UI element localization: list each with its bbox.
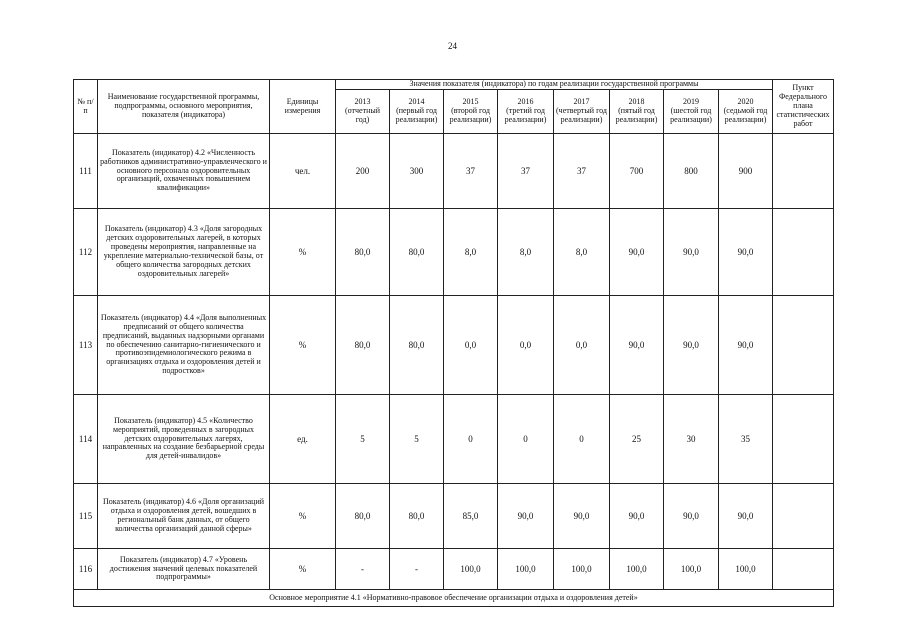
plan-cell xyxy=(773,296,834,395)
value-cell: 80,0 xyxy=(390,484,444,549)
value-cell: 5 xyxy=(390,395,444,484)
value-cell: 80,0 xyxy=(336,296,390,395)
indicator-table xyxy=(73,79,834,607)
value-cell: 80,0 xyxy=(390,209,444,296)
value-cell: 90,0 xyxy=(610,296,664,395)
plan-cell xyxy=(773,209,834,296)
table-row xyxy=(74,395,834,484)
value-cell: 90,0 xyxy=(610,484,664,549)
unit-cell: ед. xyxy=(270,395,336,484)
value-cell: - xyxy=(390,549,444,590)
row-number: 114 xyxy=(74,395,98,484)
header-year-value: 2015 xyxy=(462,97,479,107)
table-row xyxy=(74,549,834,590)
value-cell: 0 xyxy=(498,395,554,484)
value-cell: 90,0 xyxy=(719,296,773,395)
value-cell: 90,0 xyxy=(664,209,719,296)
value-cell: - xyxy=(336,549,390,590)
value-cell: 100,0 xyxy=(554,549,610,590)
table-row xyxy=(74,209,834,296)
value-cell: 37 xyxy=(444,134,498,209)
value-cell: 0,0 xyxy=(498,296,554,395)
header-number: № п/п xyxy=(74,80,98,134)
header-year-value: 2018 xyxy=(628,97,645,107)
header-year-note: (пятый год реализации) xyxy=(615,106,658,124)
header-year-2013 xyxy=(336,90,390,134)
value-cell: 37 xyxy=(498,134,554,209)
value-cell: 80,0 xyxy=(336,209,390,296)
table-row xyxy=(74,134,834,209)
value-cell: 200 xyxy=(336,134,390,209)
plan-cell xyxy=(773,549,834,590)
header-year-2019 xyxy=(664,90,719,134)
header-year-2017 xyxy=(554,90,610,134)
value-cell: 0 xyxy=(554,395,610,484)
value-cell: 700 xyxy=(610,134,664,209)
header-year-2018 xyxy=(610,90,664,134)
value-cell: 8,0 xyxy=(554,209,610,296)
plan-cell xyxy=(773,484,834,549)
row-number: 115 xyxy=(74,484,98,549)
row-number: 111 xyxy=(74,134,98,209)
value-cell: 37 xyxy=(554,134,610,209)
header-year-group: Значения показателя (индикатора) по годам реализации государственной программы xyxy=(336,80,773,90)
row-number: 116 xyxy=(74,549,98,590)
table-body xyxy=(74,134,834,607)
unit-cell: % xyxy=(270,209,336,296)
header-year-2016 xyxy=(498,90,554,134)
header-plan: Пункт Федерального плана статистических работ xyxy=(773,80,834,134)
indicator-name: Показатель (индикатор) 4.5 «Количество мероприятий, проведенных в загородных детских оздоровительных лагерях, направленных на создание безбарьерной среды для детей-инвалидов» xyxy=(98,395,270,484)
value-cell: 100,0 xyxy=(498,549,554,590)
value-cell: 8,0 xyxy=(498,209,554,296)
value-cell: 100,0 xyxy=(664,549,719,590)
header-year-note: (шестой год реализации) xyxy=(670,106,712,124)
value-cell: 0 xyxy=(444,395,498,484)
value-cell: 25 xyxy=(610,395,664,484)
header-year-note: (первый год реализации) xyxy=(395,106,438,124)
value-cell: 90,0 xyxy=(554,484,610,549)
header-year-2020 xyxy=(719,90,773,134)
header-unit: Единицы измерения xyxy=(270,80,336,134)
value-cell: 90,0 xyxy=(498,484,554,549)
value-cell: 0,0 xyxy=(444,296,498,395)
value-cell: 100,0 xyxy=(444,549,498,590)
header-year-note: (второй год реализации) xyxy=(449,106,492,124)
unit-cell: % xyxy=(270,549,336,590)
value-cell: 0,0 xyxy=(554,296,610,395)
indicator-name: Показатель (индикатор) 4.7 «Уровень достижения значений целевых показателей подпрограммы» xyxy=(98,549,270,590)
value-cell: 100,0 xyxy=(719,549,773,590)
value-cell: 800 xyxy=(664,134,719,209)
value-cell: 90,0 xyxy=(610,209,664,296)
header-year-value: 2017 xyxy=(573,97,590,107)
value-cell: 30 xyxy=(664,395,719,484)
unit-cell: % xyxy=(270,296,336,395)
indicator-name: Показатель (индикатор) 4.4 «Доля выполненных предписаний от общего количества предписаний, выданных надзорными органами по обеспечению санитарно-гигиенического и противоэпидемиологического режима в организациях отдыха и оздоровления детей и подростков» xyxy=(98,296,270,395)
header-year-value: 2013 xyxy=(354,97,371,107)
header-year-value: 2014 xyxy=(408,97,425,107)
indicator-name: Показатель (индикатор) 4.2 «Численность работников административно-управленческого и основного персонала оздоровительных организаций, охваченных повышением квалификации» xyxy=(98,134,270,209)
header-year-note: (седьмой год реализации) xyxy=(723,106,768,124)
header-year-note: (отчетный год) xyxy=(344,106,381,124)
value-cell: 5 xyxy=(336,395,390,484)
unit-cell: % xyxy=(270,484,336,549)
header-year-value: 2020 xyxy=(737,97,754,107)
header-year-value: 2016 xyxy=(517,97,534,107)
row-number: 113 xyxy=(74,296,98,395)
indicator-name: Показатель (индикатор) 4.3 «Доля загородных детских оздоровительных лагерей, в которых проведены мероприятия, направленные на укрепление материально-технической базы, от общего количества загородных детских оздоровительных лагерей» xyxy=(98,209,270,296)
indicator-name: Показатель (индикатор) 4.6 «Доля организаций отдыха и оздоровления детей, вошедших в региональный банк данных, от общего количества организаций данной сферы» xyxy=(98,484,270,549)
value-cell: 8,0 xyxy=(444,209,498,296)
header-year-2014 xyxy=(390,90,444,134)
table-header xyxy=(74,80,834,134)
page-number: 24 xyxy=(448,41,457,51)
plan-cell xyxy=(773,134,834,209)
header-name: Наименование государственной программы, подпрограммы, основного мероприятия, показателя (индикатора) xyxy=(98,80,270,134)
value-cell: 90,0 xyxy=(719,209,773,296)
header-year-value: 2019 xyxy=(683,97,699,107)
row-number: 112 xyxy=(74,209,98,296)
header-year-2015 xyxy=(444,90,498,134)
value-cell: 85,0 xyxy=(444,484,498,549)
header-year-note: (третий год реализации) xyxy=(504,106,547,124)
value-cell: 100,0 xyxy=(610,549,664,590)
value-cell: 80,0 xyxy=(336,484,390,549)
value-cell: 300 xyxy=(390,134,444,209)
table-row xyxy=(74,484,834,549)
plan-cell xyxy=(773,395,834,484)
value-cell: 90,0 xyxy=(664,296,719,395)
unit-cell: чел. xyxy=(270,134,336,209)
value-cell: 90,0 xyxy=(719,484,773,549)
section-title: Основное мероприятие 4.1 «Нормативно-правовое обеспечение организации отдыха и оздоровления детей» xyxy=(74,590,834,607)
table-row xyxy=(74,296,834,395)
value-cell: 900 xyxy=(719,134,773,209)
value-cell: 35 xyxy=(719,395,773,484)
value-cell: 80,0 xyxy=(390,296,444,395)
section-row xyxy=(74,590,834,607)
header-year-note: (четвертый год реализации) xyxy=(556,106,607,124)
value-cell: 90,0 xyxy=(664,484,719,549)
